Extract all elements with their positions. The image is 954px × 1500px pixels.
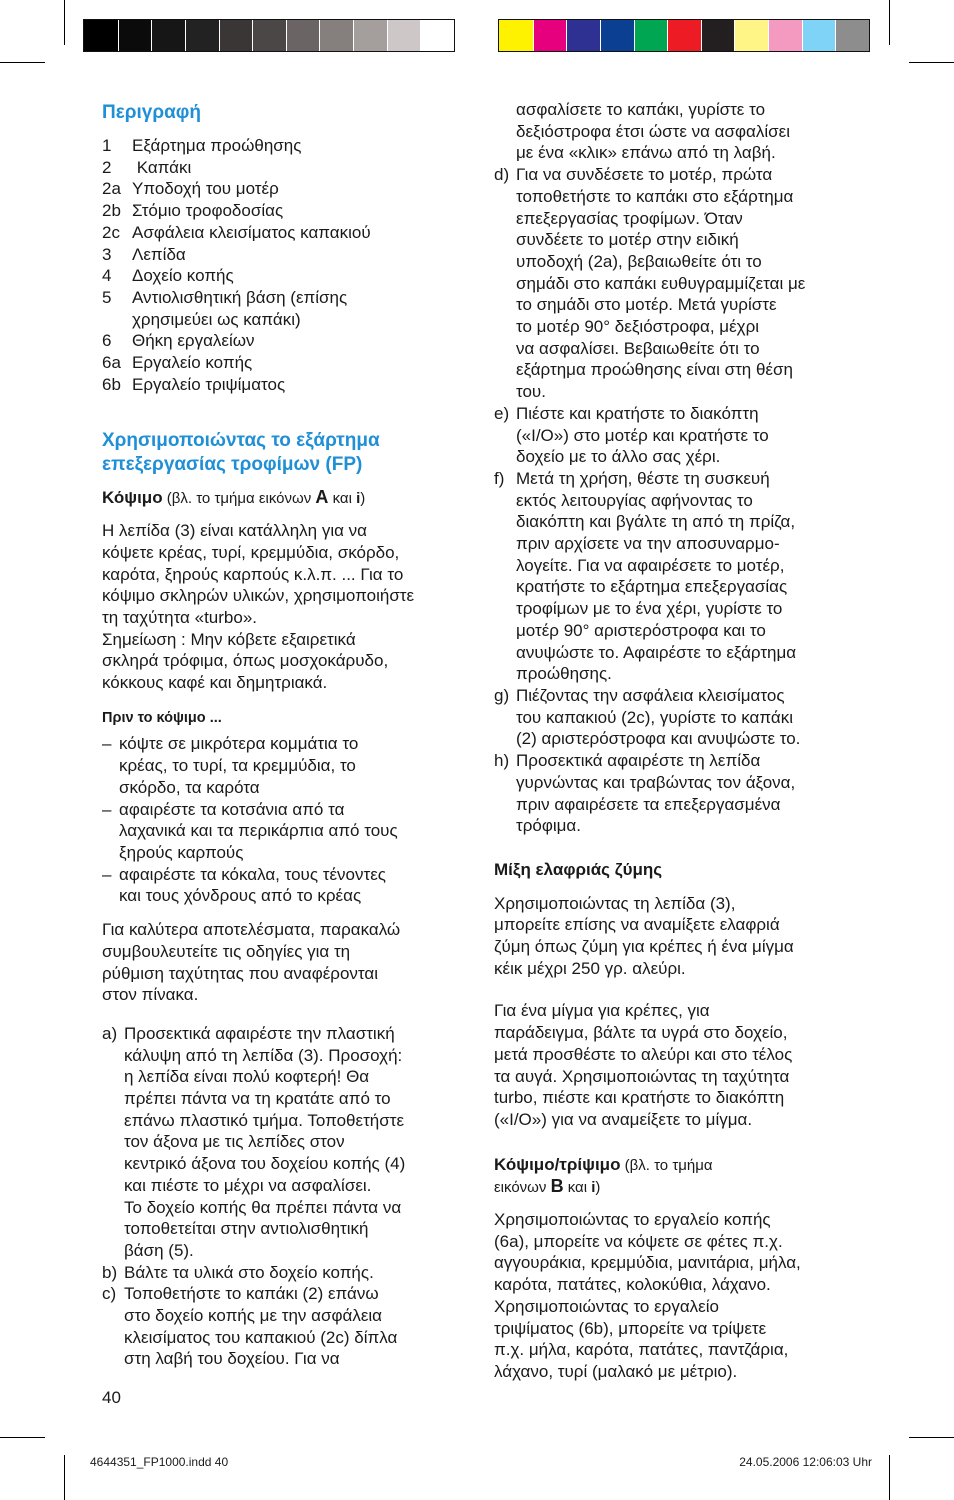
- text-line: turbo, πιέστε και κρατήστε το διακόπτη: [494, 1088, 785, 1108]
- text-line: πριν αρχίσετε να την αποσυναρμο-: [516, 534, 780, 554]
- step-item: [102, 1262, 472, 1284]
- text-line: κρέας, το τυρί, τα κρεμμύδια, το: [119, 756, 356, 776]
- text-line: κεντρικό άξονα του δοχείου κοπής (4): [124, 1154, 406, 1174]
- continued-text: [494, 99, 864, 164]
- step-label: b): [102, 1262, 118, 1282]
- text-line: Για να συνδέσετε το μοτέρ, πρώτα: [516, 165, 773, 185]
- part-number: 2b: [102, 201, 121, 221]
- part-name: Στόμιο τροφοδοσίας: [132, 201, 284, 221]
- text-line: Προσεκτικά αφαιρέστε τη λεπίδα: [516, 751, 761, 771]
- text-line: τρόφιμα.: [516, 816, 581, 836]
- text-line: επεξεργασίας τροφίμων. Όταν: [516, 208, 743, 228]
- part-number: 1: [102, 136, 112, 155]
- part-item: [102, 157, 472, 179]
- heading-line: Χρησιμοποιώντας το εξάρτημα: [102, 430, 380, 452]
- part-name: Εργαλείο κοπής: [132, 353, 253, 373]
- color-swatch: [768, 20, 802, 51]
- list-item: [102, 864, 472, 907]
- part-name: Καπάκι: [132, 157, 192, 177]
- part-number: 6b: [102, 374, 121, 394]
- step-label: c): [102, 1284, 117, 1304]
- text-line: επάνω πλαστικό τμήμα. Τοποθετήστε: [124, 1110, 405, 1130]
- step-item: [494, 750, 864, 837]
- intro-paragraph: [102, 520, 472, 694]
- chop-title: Κόψιμο: [102, 488, 163, 508]
- part-number: 2: [102, 157, 112, 177]
- part-name: Υποδοχή του μοτέρ: [132, 179, 279, 199]
- text-line: σημάδι στο καπάκι ευθυγραμμίζεται με: [516, 273, 806, 293]
- part-item: [102, 330, 472, 352]
- step-item: [494, 685, 864, 750]
- part-number: 2a: [102, 179, 121, 199]
- dash-bullet: –: [102, 864, 112, 884]
- text-line: υποδοχή (2a), βεβαιωθείτε ότι το: [516, 251, 762, 271]
- crop-mark: [0, 1437, 45, 1438]
- text-line: κλεισίματος του καπακιού (2c) δίπλα: [124, 1327, 398, 1347]
- left-column: [102, 101, 472, 1370]
- part-item: [102, 265, 472, 287]
- crop-mark: [909, 1437, 954, 1438]
- gray-swatch: [84, 20, 118, 51]
- dough-paragraph-1: [494, 893, 864, 980]
- slice-ref-1: (βλ. το τμήμα: [620, 1156, 713, 1174]
- text-line: κόψιμο σκληρών υλικών, χρησιμοποιήστε: [102, 586, 415, 606]
- part-name: Εργαλείο τριψίματος: [132, 374, 286, 394]
- part-number: 4: [102, 266, 112, 286]
- gray-swatch: [185, 20, 219, 51]
- color-swatch: [533, 20, 567, 51]
- step-label: f): [494, 468, 505, 488]
- text-line: Η λεπίδα (3) είναι κατάλληλη για να: [102, 521, 367, 541]
- part-name: Λεπίδα: [132, 244, 186, 264]
- text-line: κόκκους καφέ και δημητριακά.: [102, 673, 328, 693]
- footer-file: 4644351_FP1000.indd 40: [90, 1455, 229, 1469]
- part-item: [102, 200, 472, 222]
- text-line: στον πίνακα.: [102, 985, 199, 1005]
- gray-swatch: [319, 20, 353, 51]
- part-item: [102, 178, 472, 200]
- color-swatch: [600, 20, 634, 51]
- text-line: μοτέρ 90° αριστερόστροφα και το: [516, 620, 766, 640]
- text-line: τοποθετήστε το καπάκι στο εξάρτημα: [516, 186, 794, 206]
- footer-datetime: 24.05.2006 12:06:03 Uhr: [739, 1455, 872, 1469]
- text-line: συνδέετε το μοτέρ στην ειδική: [516, 230, 739, 250]
- part-name: Θήκη εργαλείων: [132, 331, 255, 351]
- part-name: Αντιολισθητική βάση (επίσης: [132, 287, 348, 307]
- part-number: 6: [102, 331, 112, 351]
- color-swatch: [701, 20, 735, 51]
- step-item: [494, 164, 864, 403]
- text-line: πριν αφαιρέσετε τα επεξεργασμένα: [516, 794, 781, 814]
- text-line: εξάρτημα προώθησης είναι στη θέση: [516, 360, 793, 380]
- gray-swatch: [118, 20, 152, 51]
- text-line: τροφίμων με το ένα χέρι, γυρίστε το: [516, 599, 783, 619]
- part-name: Εξάρτημα προώθησης: [132, 136, 302, 155]
- page-number: 40: [102, 1388, 121, 1407]
- step-item: [102, 1023, 472, 1262]
- gray-swatch: [286, 20, 320, 51]
- gray-swatch: [219, 20, 253, 51]
- text-line: Πιέζοντας την ασφάλεια κλεισίματος: [516, 685, 785, 705]
- heading-line: επεξεργασίας τροφίμων (FP): [102, 454, 363, 476]
- gray-swatch: [420, 20, 454, 51]
- slice-title: Κόψιμο/τρίψιμο: [494, 1154, 621, 1174]
- crop-mark: [64, 0, 65, 45]
- text-line: συμβουλευτείτε τις οδηγίες για τη: [102, 941, 351, 961]
- dough-title: Μίξη ελαφριάς ζύμης: [494, 859, 663, 879]
- text-line: να ασφαλίσει. Βεβαιωθείτε ότι το: [516, 338, 760, 358]
- steps-list-right: [494, 164, 864, 837]
- crop-mark: [0, 62, 45, 63]
- text-line: αγγουράκια, κρεμμύδια, μανιτάρια, μήλα,: [494, 1253, 801, 1273]
- text-line: μετά προσθέστε το αλεύρι και στο τέλος: [494, 1044, 793, 1064]
- color-swatch: [835, 20, 869, 51]
- text-line: και πιέστε το μέχρι να ασφαλίσει.: [124, 1175, 372, 1195]
- part-name: Δοχείο κοπής: [132, 266, 234, 286]
- text-line: κόψετε κρέας, τυρί, κρεμμύδια, σκόρδο,: [102, 542, 400, 562]
- part-number: 6a: [102, 353, 121, 373]
- chop-subheading: [102, 487, 472, 510]
- text-line: Προσεκτικά αφαιρέστε την πλαστική: [124, 1023, 395, 1043]
- text-line: βάση (5).: [124, 1240, 194, 1260]
- color-swatch: [802, 20, 836, 51]
- gray-swatch: [353, 20, 387, 51]
- text-line: ζύμη όπως ζύμη για κρέπες ή ένα μίγμα: [494, 937, 794, 957]
- text-line: παράδειγμα, βάλτε τα υγρά στο δοχείο,: [494, 1023, 788, 1043]
- text-line: (6a), μπορείτε να κόψετε σε φέτες π.χ.: [494, 1231, 783, 1251]
- step-item: [494, 468, 864, 685]
- list-item: [102, 799, 472, 864]
- color-swatch: [499, 20, 533, 51]
- part-item: [102, 287, 472, 309]
- crop-mark: [909, 62, 954, 63]
- text-line: η λεπίδα είναι πολύ κοφτερή! Θα: [124, 1067, 370, 1087]
- slice-subheading: [494, 1154, 864, 1199]
- text-line: εκτός λειτουργίας αφήνοντας το: [516, 490, 753, 510]
- text-line: μπορείτε επίσης να αναμίξετε ελαφριά: [494, 915, 780, 935]
- gray-swatch: [387, 20, 421, 51]
- text-line: ανυψώστε το. Αφαιρέστε το εξάρτημα: [516, 642, 797, 662]
- part-item: [102, 352, 472, 374]
- text-line: («I/O») στο μοτέρ και κρατήστε το: [516, 425, 769, 445]
- text-line: π.χ. μήλα, καρότα, πατάτες, παντζάρια,: [494, 1340, 789, 1360]
- text-line: στο δοχείο κοπής με την ασφάλεια: [124, 1306, 383, 1326]
- part-item: [102, 222, 472, 244]
- text-line: κέικ μέχρι 250 γρ. αλεύρι.: [494, 958, 686, 978]
- text-line: δοχείο με το άλλο σας χέρι.: [516, 447, 721, 467]
- text-line: σκληρά τρόφιμα, όπως μοσχοκάρυδο,: [102, 651, 389, 671]
- step-label: g): [494, 685, 510, 705]
- chop-ref: (βλ. το τμήμα εικόνων A και i): [162, 487, 366, 508]
- color-swatch: [734, 20, 768, 51]
- text-line: Για καλύτερα αποτελέσματα, παρακαλώ: [102, 920, 401, 940]
- text-line: Χρησιμοποιώντας το εργαλείο: [494, 1296, 719, 1316]
- steps-list-left: [102, 1023, 472, 1370]
- text-line: τον άξονα με τις λεπίδες στον: [124, 1132, 345, 1152]
- text-line: δεξιόστροφα έτσι ώστε να ασφαλίσει: [516, 121, 790, 141]
- text-line: Τοποθετήστε το καπάκι (2) επάνω: [124, 1284, 379, 1304]
- gray-swatch: [151, 20, 185, 51]
- section-heading-description: Περιγραφή: [102, 102, 201, 123]
- text-line: και τους χόνδρους από το κρέας: [119, 886, 362, 906]
- text-line: τριψίματος (6b), μπορείτε να τρίψετε: [494, 1318, 767, 1338]
- step-label: h): [494, 751, 510, 771]
- text-line: λάχανο, τυρί (μαλακό με μέτριο).: [494, 1361, 738, 1381]
- text-line: τοποθετείται στην αντιολισθητική: [124, 1219, 369, 1239]
- parts-list: [102, 135, 472, 395]
- color-swatch: [566, 20, 600, 51]
- text-line: διακόπτη και βγάλτε τη από τη πρίζα,: [516, 512, 796, 532]
- part-item: [102, 374, 472, 396]
- text-line: Το δοχείο κοπής θα πρέπει πάντα να: [124, 1197, 402, 1217]
- list-item: [102, 733, 472, 798]
- text-line: το μοτέρ 90° δεξιόστροφα, μέχρι: [516, 317, 760, 337]
- dough-paragraph-2: [494, 1000, 864, 1130]
- right-column: [494, 99, 864, 1383]
- text-line: προώθησης.: [516, 664, 612, 684]
- section-heading-fp: [102, 429, 472, 477]
- slice-ref-2: εικόνων B και i): [494, 1176, 601, 1197]
- text-line: με ένα «κλικ» επάνω από τη λαβή.: [516, 143, 776, 163]
- text-line: αφαιρέστε τα κόκαλα, τους τένοντες: [119, 864, 387, 884]
- part-name: χρησιμεύει ως καπάκι): [132, 309, 301, 329]
- text-line: πρέπει πάντα να τη κρατάτε από το: [124, 1089, 391, 1109]
- part-number: [102, 309, 132, 331]
- text-line: Πιέστε και κρατήστε το διακόπτη: [516, 403, 759, 423]
- part-item: [102, 135, 472, 157]
- slice-paragraph: [494, 1209, 864, 1383]
- text-line: καρότα, ξηρούς καρπούς κ.λ.π. ... Για το: [102, 564, 404, 584]
- part-item: [102, 309, 472, 331]
- text-line: ξηρούς καρπούς: [119, 842, 244, 862]
- step-item: [494, 403, 864, 468]
- crop-mark: [64, 1455, 65, 1500]
- text-line: ρύθμιση ταχύτητας που αναφέρονται: [102, 963, 379, 983]
- text-line: στη λαβή του δοχείου. Για να: [124, 1349, 340, 1369]
- crop-mark: [889, 0, 890, 45]
- part-item: [102, 244, 472, 266]
- part-name: Ασφάλεια κλεισίματος καπακιού: [132, 222, 371, 242]
- text-line: το σημάδι στο μοτέρ. Μετά γυρίστε: [516, 295, 777, 315]
- text-line: καρότα, πατάτες, κολοκύθια, λάχανο.: [494, 1275, 771, 1295]
- text-line: γυρνώντας και τραβώντας τον άξονα,: [516, 772, 796, 792]
- results-paragraph: [102, 919, 472, 1006]
- text-line: κόψτε σε μικρότερα κομμάτια το: [119, 734, 359, 754]
- grayscale-color-bar: [83, 19, 455, 52]
- text-line: κρατήστε το εξάρτημα επεξεργασίας: [516, 577, 788, 597]
- text-line: ασφαλίσετε το καπάκι, γυρίστε το: [516, 100, 766, 119]
- text-line: Σημείωση : Μην κόβετε εξαιρετικά: [102, 629, 356, 649]
- step-label: e): [494, 403, 510, 423]
- before-list: [102, 733, 472, 907]
- text-line: Για ένα μίγμα για κρέπες, για: [494, 1001, 710, 1021]
- gray-swatch: [252, 20, 286, 51]
- part-number: 3: [102, 244, 112, 264]
- text-line: κάλυψη από τη λεπίδα (3). Προσοχή:: [124, 1045, 403, 1065]
- text-line: του.: [516, 382, 546, 402]
- color-swatch: [667, 20, 701, 51]
- text-line: αφαιρέστε τα κοτσάνια από τα: [119, 799, 345, 819]
- part-number: 5: [102, 287, 112, 307]
- step-item: [102, 1283, 472, 1370]
- part-number: 2c: [102, 222, 120, 242]
- before-title: Πριν το κόψιμο ...: [102, 709, 222, 726]
- text-line: τη ταχύτητα «turbo».: [102, 607, 257, 627]
- text-line: (2) αριστερόστροφα και ανυψώστε το.: [516, 729, 801, 749]
- crop-mark: [889, 1455, 890, 1500]
- dash-bullet: –: [102, 734, 112, 754]
- step-label: d): [494, 165, 510, 185]
- text-line: Βάλτε τα υλικά στο δοχείο κοπής.: [124, 1262, 374, 1282]
- text-line: τα αυγά. Χρησιμοποιώντας τη ταχύτητα: [494, 1066, 790, 1086]
- process-color-bar: [498, 19, 870, 52]
- color-swatch: [634, 20, 668, 51]
- step-label: a): [102, 1023, 118, 1043]
- text-line: του καπακιού (2c), γυρίστε το καπάκι: [516, 707, 793, 727]
- text-line: σκόρδο, τα καρότα: [119, 777, 260, 797]
- text-line: λογείτε. Για να αφαιρέσετε το μοτέρ,: [516, 555, 785, 575]
- text-line: Μετά τη χρήση, θέστε τη συσκευή: [516, 468, 770, 488]
- text-line: Χρησιμοποιώντας τη λεπίδα (3),: [494, 893, 736, 913]
- text-line: («I/O») για να αναμείξετε το μίγμα.: [494, 1109, 753, 1129]
- text-line: Χρησιμοποιώντας το εργαλείο κοπής: [494, 1210, 771, 1230]
- text-line: λαχανικά και τα περικάρπια από τους: [119, 821, 398, 841]
- dash-bullet: –: [102, 799, 112, 819]
